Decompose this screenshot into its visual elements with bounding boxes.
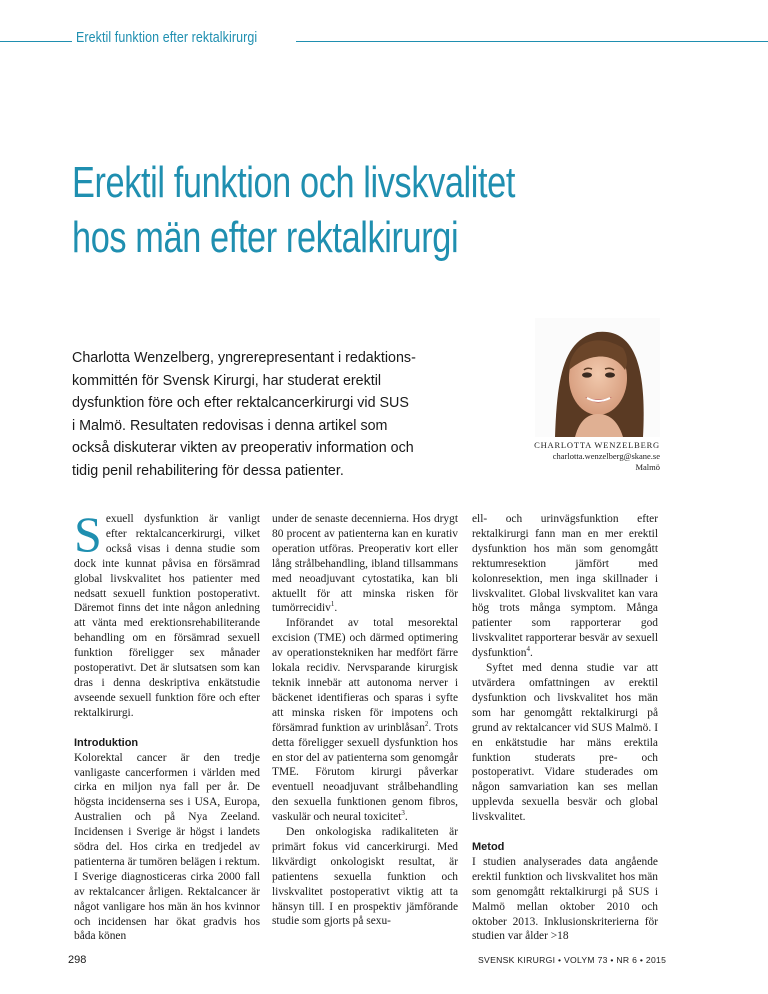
section-heading-introduktion: Introduktion [74,736,139,749]
author-name: CHARLOTTA WENZELBERG [534,440,660,450]
section-label: Erektil funktion efter rektalkirurgi [76,30,258,46]
reference-marker: 2 [424,719,429,728]
section-heading-metod: Metod [472,841,505,854]
body-column-2 [272,512,458,929]
reference-marker: 1 [330,600,335,609]
lead-line: tidig penil rehabilitering för dessa patienter. [72,462,344,479]
body-text: . [334,602,338,615]
author-portrait-icon [535,318,660,437]
body-paragraph [272,512,458,616]
body-text: . [404,811,408,824]
body-text: under de senaste decennierna. Hos drygt 80 procent av patienterna kan en kurativ operation utföras. Preoperativ kort eller lång strålbehandling, ibland tillsammans med neoadjuvant cytostatika, kan bli aktuellt för att minska risken för tumörrecidiv [272,513,458,615]
body-paragraph: Den onkologiska radikaliteten är primärt fokus vid cancerkirurgi. Med likvärdigt onkologiskt resultat, är patientens sexuella funktion och livskvalitet postoperativt viktig att ta hänsyn till. I en prospektiv jämförande studie som gjorts på sexu- [272,826,458,928]
article-title-line-1: Erektil funktion och livskvalitet [72,158,516,207]
lead-line: kommittén för Svensk Kirurgi, har studerat erektil [72,372,382,389]
journal-footer: SVENSK KIRURGI • VOLYM 73 • NR 6 • 2015 [478,955,667,965]
intro-paragraph: exuell dysfunktion är vanligt efter rektalcancerkirurgi, vilket också visas i denna studie som dock inte kunnat påvisa en försämrad global livskvalitet hos patienter med nedsatt sexuell funktion postoperativt. Däremot finns det inte någon anledning att vänta med erektionsrehabiliterande behandling om en försämrad sexuell funktion föreligger sex månader postoperativt. Det är slutsatsen som kan dras i denna deskriptiva enkätstudie avseende sexuell funktion före och efter rektalkirurgi. [74,513,260,719]
body-text: . Trots detta föreligger sexuell dysfunktion hos en stor del av patienterna som genomgår TME. Förutom kirurgi påverkar eventuell neoadjuvant strålbehandling den sexuella funktionen genom fibros, vaskulär och neural toxicitet [272,721,458,824]
lead-line: Charlotta Wenzelberg, yngrerepresentant i redaktions- [72,350,416,366]
author-city: Malmö [635,462,660,472]
body-paragraph [472,512,658,661]
reference-marker: 3 [401,809,405,818]
header-rule-right [296,41,768,42]
body-column-3 [472,512,658,944]
body-text: . [529,647,533,660]
body-paragraph: Kolorektal cancer är den tredje vanligaste cancerformen i världen med cirka en miljon nya fall per år. De högsta incidenserna ses i USA, Europa, Australien och på Nya Zeeland. Incidensen i Sverige är högst i landets södra del. Hos cirka en tredjedel av patienterna är tumören belägen i rektum. I Sverige diagnosticeras cirka 2000 fall av rektalcancer årligen. Rektalcancer är något vanligare hos män än hos kvinnor och incidensen har ökat gradvis hos båda könen [74,751,260,943]
author-email: charlotta.wenzelberg@skane.se [552,451,660,461]
lead-line: i Malmö. Resultaten redovisas i denna artikel som [72,417,388,434]
body-paragraph: Syftet med denna studie var att utvärdera omfattningen av erektil dysfunktion och livskvalitet hos män som har genomgått rektalkirurgi på grund av rektalcancer vid SUS Malmö. I en enkätstudie har mäns erektila funktion studerats pre- och postoperativt. Vidare studerades om någon samvariation kan ses mellan upplevda sexuella besvär och global livskvalitet. [472,662,658,824]
lead-line: dysfunktion före och efter rektalcancerkirurgi vid SUS [72,395,409,411]
author-photo [535,318,660,437]
body-paragraph [272,616,458,825]
page-number: 298 [68,954,87,966]
article-title-line-2: hos män efter rektalkirurgi [72,213,459,262]
body-text: ell- och urinvägsfunktion efter rektalkirurgi fann man en mer erektil dysfunktion hos män som genomgått rektumresektion jämfört med kolonresektion, men inga skillnader i livskvalitet. Global livskvalitet kan vara hög trots många symptom. Många patienter som rapporterar god livskvalitet rapporterar besvär av sexuell dysfunktion [472,513,658,660]
body-column-1 [74,506,260,944]
article-title [72,155,515,265]
body-text: Införandet av total mesorektal excision (TME) och därmed optimering av operationstekniken har medfört färre lokala recidiv. Nervsparande kirurgisk teknik innebär att autonoma nerver i bäckenet identifieras och sparas i syfte att minska risken för impotens och försämrad funktion av urinblåsan [272,617,458,734]
drop-cap: S [74,506,102,562]
reference-marker: 4 [526,645,530,654]
lead-line: också diskuterar vikten av preoperativ information och [72,440,414,456]
header-rule-left [0,41,72,42]
body-paragraph: I studien analyserades data angående erektil funktion och livskvalitet hos män som genomgått rektalkirurgi på SUS i Malmö mellan oktober 2010 och oktober 2013. Inklusionskriterierna för studien var ålder >18 [472,855,658,943]
author-caption [534,440,660,473]
article-lead [72,347,472,482]
